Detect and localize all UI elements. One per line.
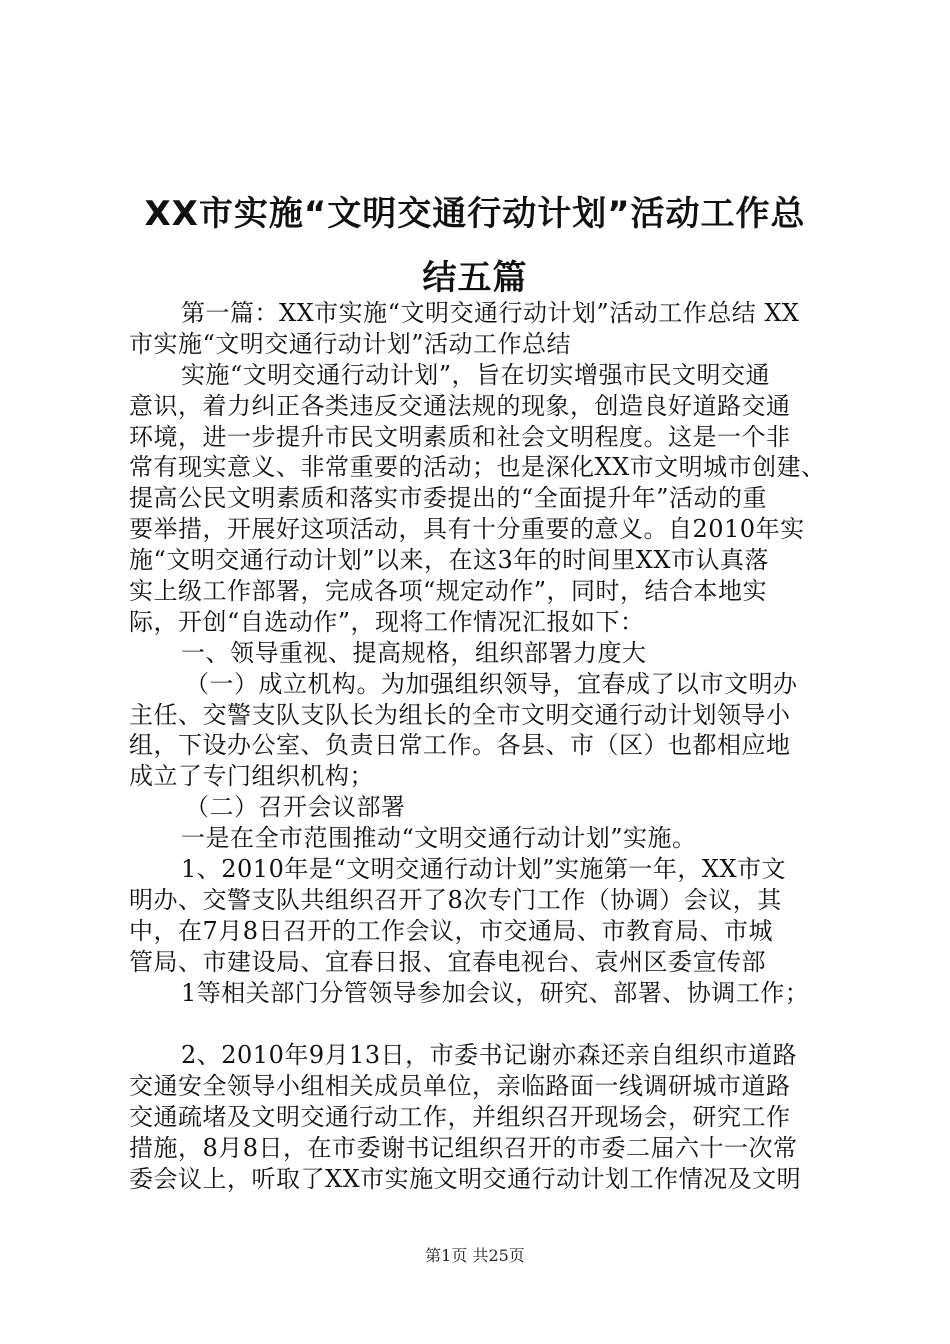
paragraph-gap xyxy=(129,1008,829,1040)
document-body xyxy=(129,298,829,1195)
body-line: 主任、交警支队支队长为组长的全市文明交通行动计划领导小 xyxy=(129,700,791,729)
subsection-heading: （二）召开会议部署 xyxy=(185,793,406,822)
body-line: 委会议上，听取了XX市实施文明交通行动计划工作情况及文明 xyxy=(129,1165,802,1194)
body-line: 环境，进一步提升市民文明素质和社会文明程度。这是一个非 xyxy=(129,422,791,451)
body-line: 中，在7月8日召开的工作会议，市交通局、市教育局、市城 xyxy=(129,916,774,945)
body-line: 施“文明交通行动计划”以来，在这3年的时间里XX市认真落 xyxy=(129,546,769,575)
body-line: 实上级工作部署，完成各项“规定动作”，同时，结合本地实 xyxy=(129,577,768,606)
body-line: 交通安全领导小组相关成员单位，亲临路面一线调研城市道路 xyxy=(129,1072,791,1101)
document-title-line2: 结五篇 xyxy=(422,258,528,298)
body-line: 管局、市建设局、宜春日报、宜春电视台、袁州区委宣传部 xyxy=(129,947,766,976)
body-line: 1等相关部门分管领导参加会议，研究、部署、协调工作； xyxy=(181,978,810,1007)
document-title-line1: XX市实施“文明交通行动计划”活动工作总 xyxy=(144,194,806,234)
body-line: 交通疏堵及文明交通行动工作，并组织召开现场会，研究工作 xyxy=(129,1103,791,1132)
body-line: 组，下设办公室、负责日常工作。各县、市（区）也都相应地 xyxy=(129,731,791,760)
body-line: 2、2010年9月13日，市委书记谢亦森还亲自组织市道路 xyxy=(181,1041,798,1070)
body-line: （一）成立机构。为加强组织领导，宜春成了以市文明办 xyxy=(185,669,798,698)
body-line: 一是在全市范围推动“文明交通行动计划”实施。 xyxy=(181,824,697,853)
body-line: 市实施“文明交通行动计划”活动工作总结 xyxy=(129,329,572,358)
body-line: 际，开创“自选动作”，现将工作情况汇报如下： xyxy=(129,607,645,636)
body-line: 1、2010年是“文明交通行动计划”实施第一年，XX市文 xyxy=(181,855,787,884)
body-line: 实施“文明交通行动计划”，旨在切实增强市民文明交通 xyxy=(181,360,771,389)
body-line: 成立了专门组织机构； xyxy=(129,762,374,791)
body-line: 意识，着力纠正各类违反交通法规的现象，创造良好道路交通 xyxy=(129,391,791,420)
body-line: 要举措，开展好这项活动，具有十分重要的意义。自2010年实 xyxy=(129,515,805,544)
body-line: 明办、交警支队共组织召开了8次专门工作（协调）会议，其 xyxy=(129,885,782,914)
section-heading: 一、领导重视、提高规格，组织部署力度大 xyxy=(181,638,647,667)
page-footer: 第1页 共25页 xyxy=(425,1246,525,1265)
body-line: 常有现实意义、非常重要的活动；也是深化XX市文明城市创建、 xyxy=(129,453,826,482)
body-line: 措施，8月8日，在市委谢书记组织召开的市委二届六十一次常 xyxy=(129,1134,798,1163)
body-line: 第一篇：XX市实施“文明交通行动计划”活动工作总结 XX xyxy=(181,299,800,327)
body-line: 提高公民文明素质和落实市委提出的“全面提升年”活动的重 xyxy=(129,484,768,513)
